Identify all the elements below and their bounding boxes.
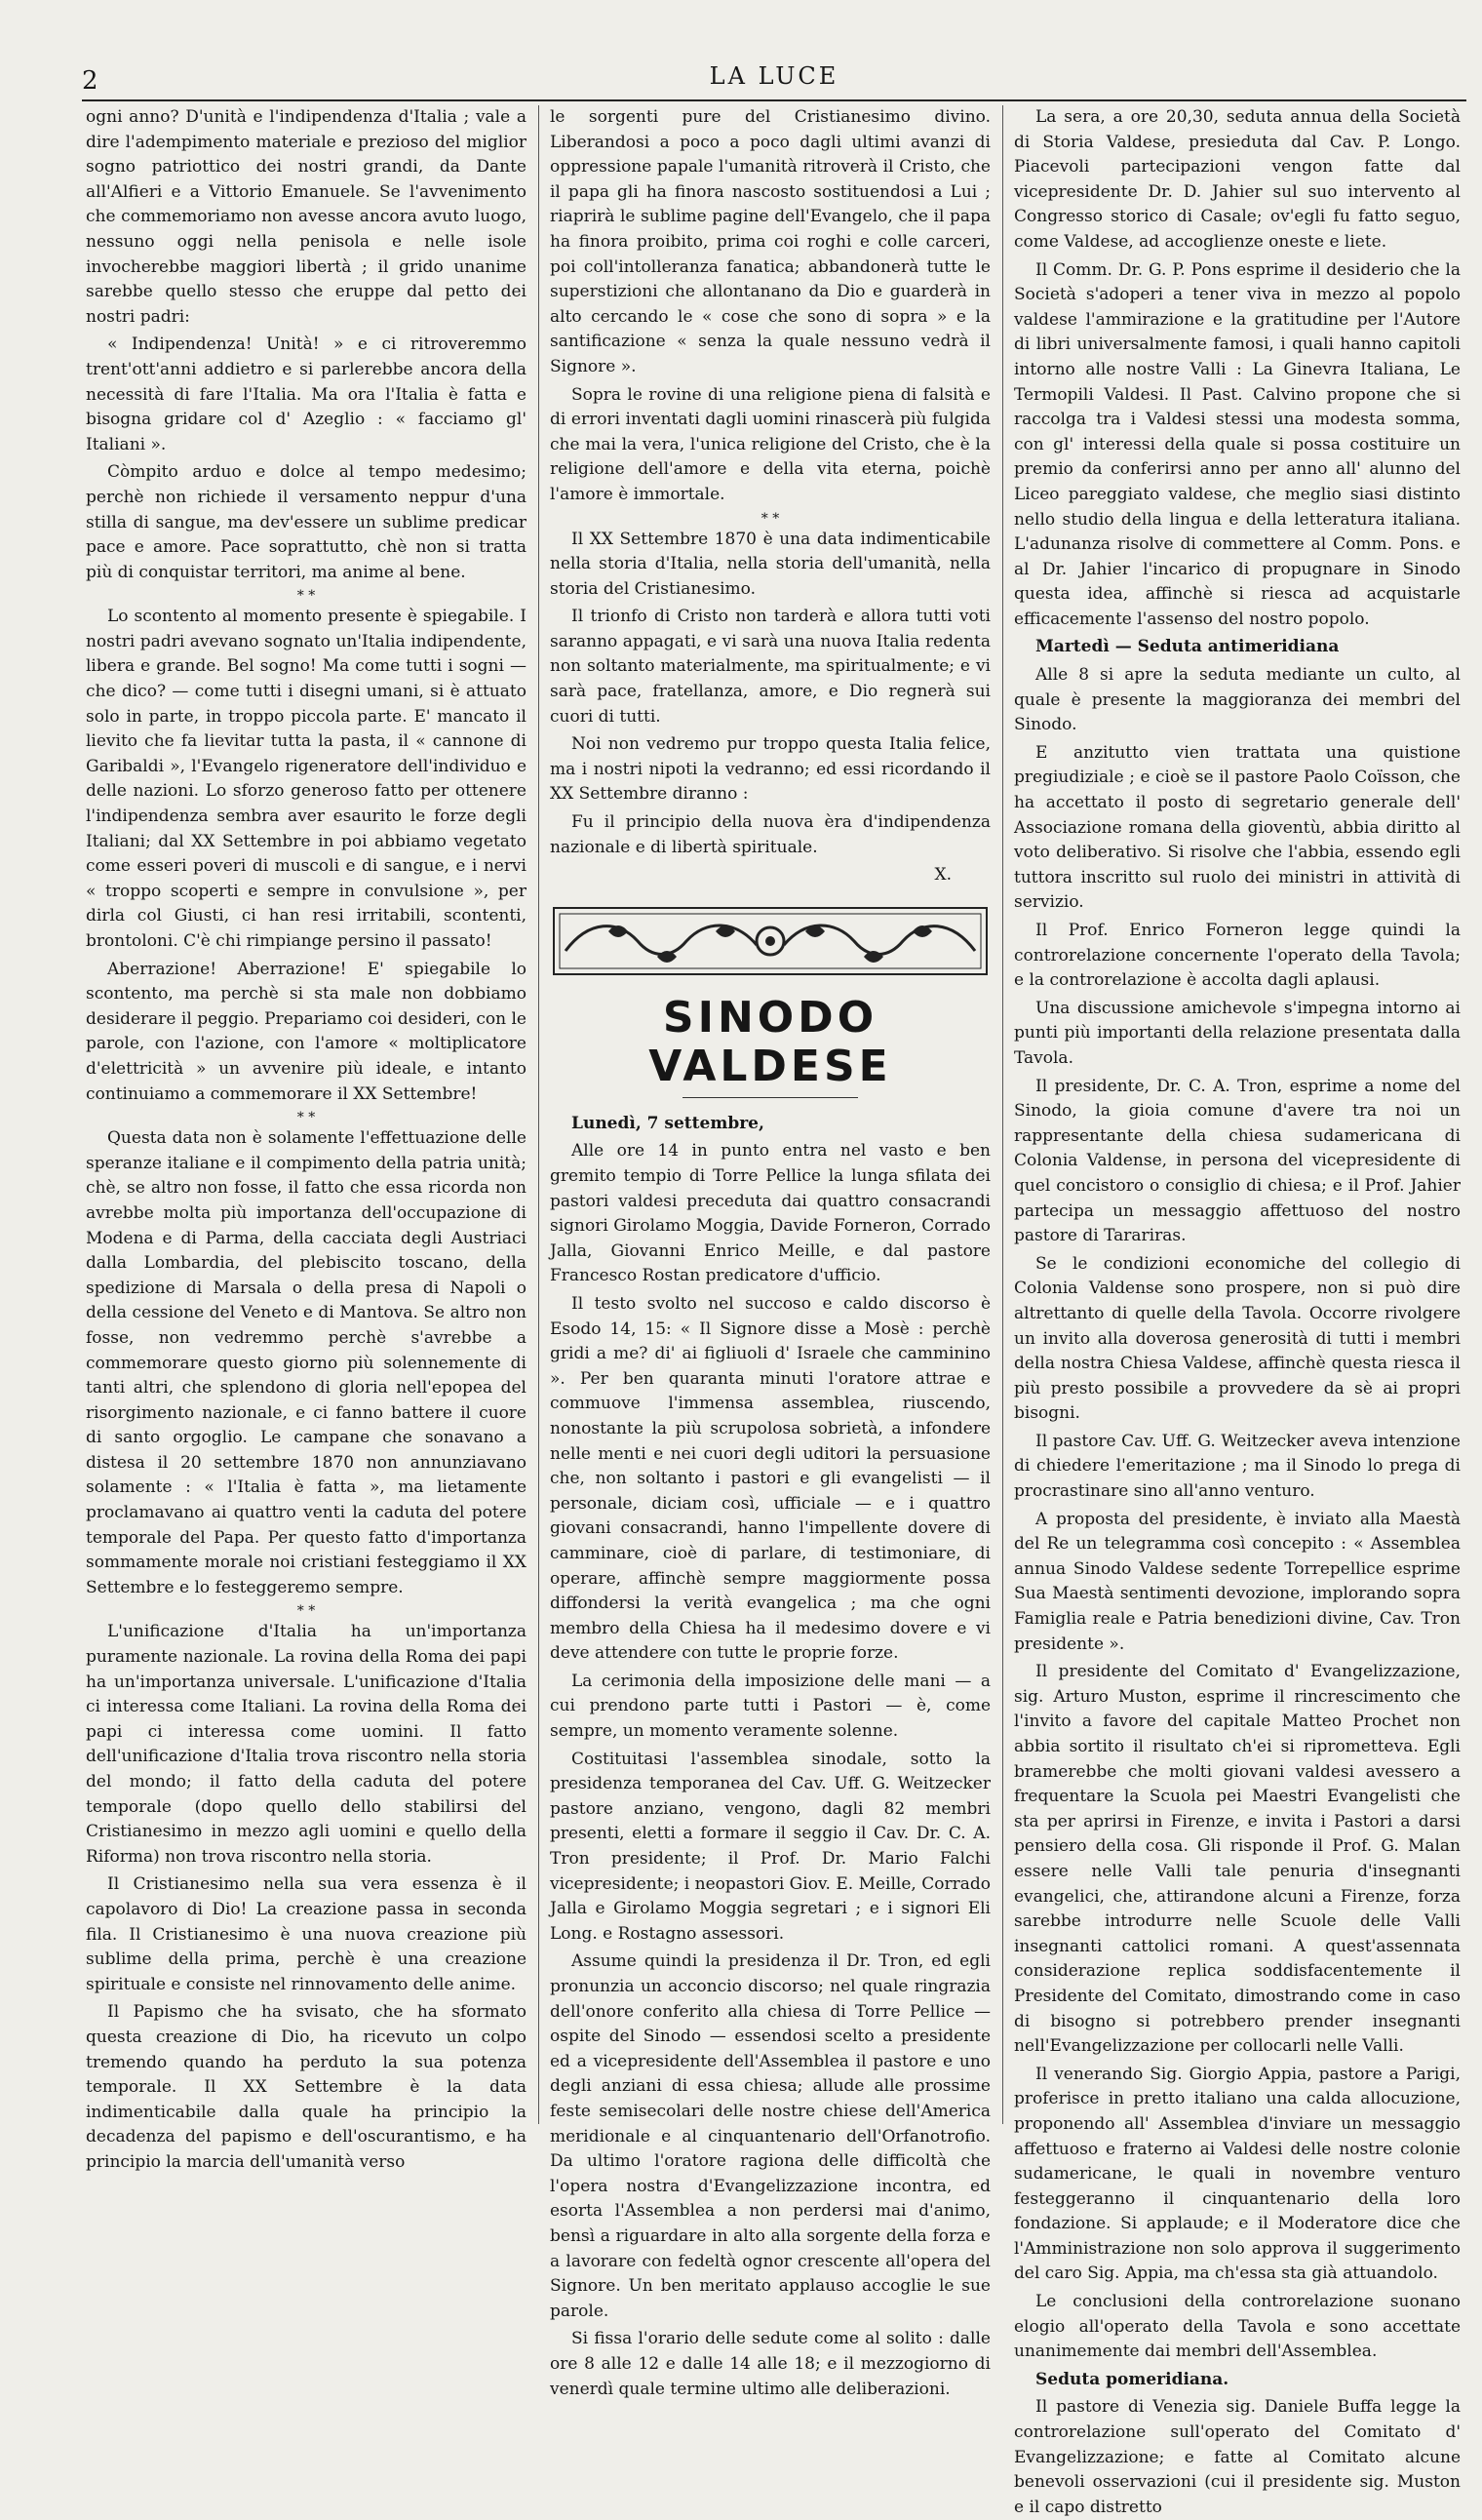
page-number: 2 (82, 66, 98, 96)
paragraph: Còmpito arduo e dolce al tempo medesimo; perchè non richiede il versamento neppur d'una stilla di sangue, ma dev'essere un sublime predicar pace e amore. Pace soprattutto, chè non si tratta più di conquistar territori, ma anime al bene. (86, 462, 526, 582)
paragraph: Il trionfo di Cristo non tarderà e allora tutti voti saranno appagati, e vi sarà una nuova Italia redenta non soltanto materialmente, ma spiritualmente; e vi sarà pace, fratellanza, amore, e Dio regnerà sui cuori di tutti. (550, 607, 991, 727)
paragraph: Noi non vedremo pur troppo questa Italia felice, ma i nostri nipoti la vedranno; ed essi ricordando il XX Settembre diranno : (550, 734, 991, 805)
paragraph: le sorgenti pure del Cristianesimo divino. Liberandosi a poco a poco dagli ultimi avanzi di oppressione papale l'umanità ritroverà il Cristo, che il papa gli ha finora nascosto sostituendosi a Lui ; riaprirà le sublime pagine dell'Evangelo, che il papa ha finora proibito, prima coi roghi e colle carceri, poi coll'intolleranza fanatica; abbandonerà tutte le superstizioni che allontanano da Dio e guarderà in alto cercando le « cose che sono di sopra » e la santificazione « senza la quale nessuno vedrà il Signore ». (550, 107, 991, 376)
section-asterisks: * * (296, 588, 316, 605)
paragraph: Se le condizioni economiche del collegio di Colonia Valdense sono prospere, non si può dire altrettanto di quelle della Tavola. Occorre rivolgere un invito alla doverosa generosità di tutti i membri della nostra Chiesa Valdese, affinchè questa riesca il più presto possibile a provvedere da sè ai propri bisogni. (1014, 1253, 1461, 1424)
paragraph: Si fissa l'orario delle sedute come al solito : dalle ore 8 alle 12 e dalle 14 alle 18; e il mezzogiorno di venerdì quale termine ultimo alle deliberazioni. (550, 2329, 991, 2399)
paragraph: Il pastore di Venezia sig. Daniele Buffa legge la controrelazione sull'operato del Comitato d' Evangelizzazione; e fatte al Comitato alcune benevoli osservazioni (cui il presidente sig. Muston e il capo distretto (1014, 2397, 1461, 2517)
paragraph: Costituitasi l'assemblea sinodale, sotto la presidenza temporanea del Cav. Uff. G. Weitzecker pastore anziano, vengono, dagli 82 membri presenti, eletti a formare il seggio il Cav. Dr. C. A. Tron presidente; il Prof. Dr. Mario Falchi vicepresidente; i neopastori Giov. E. Meille, Corrado Jalla e Girolamo Moggia segretari ; e i signori Eli Long. e Rostagno assessori. (550, 1749, 991, 1944)
paragraph: Fu il principio della nuova èra d'indipendenza nazionale e di libertà spirituale. (550, 812, 991, 857)
paragraph: Aberrazione! Aberrazione! E' spiegabile lo scontento, ma perchè si sta male non dobbiamo desiderare il peggio. Prepariamo coi desideri, con le parole, con l'azione, con l'amore « moltiplicatore d'elettricità » un avvenire più ideale, e intanto continuiamo a commemorare il XX Settembre! (86, 959, 526, 1104)
paragraph: La cerimonia della imposizione delle mani — a cui prendono parte tutti i Pastori — è, come sempre, un momento veramente solenne. (550, 1671, 991, 1742)
paragraph: Assume quindi la presidenza il Dr. Tron, ed egli pronunzia un acconcio discorso; nel quale ringrazia dell'onore conferito alla chiesa di Torre Pellice — ospite del Sinodo — essendosi scelto a presidente ed a vicepresidente dell'Assemblea il pastore e uno degli anziani di essa chiesa; allude alle prossime feste semisecolari delle nostre chiese dell'America meridionale e al cinquantenario dell'Orfanotrofio. Da ultimo l'oratore ragiona delle difficoltà che l'opera nostra d'Evangelizzazione incontra, ed esorta l'Assemblea a non perdersi mai d'animo, bensì a riguardare in alto alla sorgente della forza e a lavorare con fedeltà ognor crescente all'opera del Signore. Un ben meritato applauso accoglie le sue parole. (550, 1951, 991, 2321)
paragraph: Alle 8 si apre la seduta mediante un culto, al quale è presente la maggioranza dei membri del Sinodo. (1014, 665, 1461, 735)
paragraph: Sopra le rovine di una religione piena di falsità e di errori inventati dagli uomini rinascerà più fulgida che mai la vera, l'unica religione del Cristo, che è la religione dell'amore e della vita eterna, poichè l'amore è immortale. (550, 384, 991, 504)
paragraph: A proposta del presidente, è inviato alla Maestà del Re un telegramma così concepito : « Assemblea annua Sinodo Valdese sedente Torrepellice esprime Sua Maestà sentimenti devozione, implorando sopra Famiglia reale e Patria benedizioni divine, Cav. Tron presidente ». (1014, 1509, 1461, 1654)
paragraph: ogni anno? D'unità e l'indipendenza d'Italia ; vale a dire l'adempimento materiale e prezioso del miglior sogno patriottico dei nostri grandi, da Dante all'Alfieri e a Vittorio Emanuele. Se l'avvenimento che commemoriamo non avesse ancora avuto luogo, nessuno oggi nella penisola e nelle isole invocherebbe maggiori libertà ; il grido unanime sarebbe quello stesso che eruppe dal petto dei nostri padri: (86, 107, 526, 327)
page-header (82, 62, 1466, 98)
paragraph: E anzitutto vien trattata una quistione pregiudiziale ; e cioè se il pastore Paolo Coïsson, che ha accettato il posto di segretario generale dell' Associazione romana della gioventù, abbia diritto al voto deliberativo. Si risolve che l'abbia, essendo egli tuttora inscritto sul ruolo dei ministri in attività di servizio. (1014, 742, 1461, 913)
column-2 (550, 105, 991, 2399)
column-divider (1002, 105, 1003, 2124)
section-asterisks: * * (760, 510, 780, 527)
paragraph: La sera, a ore 20,30, seduta annua della Società di Storia Valdese, presieduta dal Cav. P. Longo. Piacevoli partecipazioni vengon fatte dal vicepresidente Dr. D. Jahier sul suo intervento al Congresso storico di Casale; ov'egli fu fatto seguo, come Valdese, ad accoglienze oneste e liete. (1014, 107, 1461, 252)
column-3 (1014, 105, 1461, 2517)
signature: X. (934, 865, 952, 886)
paragraph: « Indipendenza! Unità! » e ci ritroveremmo trent'ott'anni addietro e si parlerebbe ancora della necessità di fare l'Italia. Ma ora l'Italia è fatta e bisogna gridare col d' Azeglio : « facciamo gl' Italiani ». (86, 335, 526, 454)
paragraph: Il XX Settembre 1870 è una data indimenticabile nella storia d'Italia, nella storia dell'umanità, nella storia del Cristianesimo. (550, 529, 991, 599)
paragraph: L'unificazione d'Italia ha un'importanza puramente nazionale. La rovina della Roma dei papi ha un'importanza universale. L'unificazione d'Italia ci interessa come Italiani. La rovina della Roma dei papi ci interessa come uomini. Il fatto dell'unificazione d'Italia trova riscontro nella storia del mondo; il fatto della caduta del potere temporale (dopo quello dello stabilirsi del Cristianesimo in mezzo agli uomini e quello della Riforma) non trova riscontro nella storia. (86, 1622, 526, 1867)
paragraph: Il testo svolto nel succoso e caldo discorso è Esodo 14, 15: « Il Signore disse a Mosè : perchè gridi a me? di' ai figliuoli d' Israele che camminino ». Per ben quaranta minuti l'oratore attrae e commuove l'immensa assemblea, riuscendo, nonostante la più scrupolosa sobrietà, a infondere nelle menti e nei cuori degli uditori la persuasione che, non soltanto i pastori e gli evangelisti — il personale, diciam così, ufficiale — e i quattro giovani consacrandi, hanno l'impellente dovere di camminare, cioè di parlare, di testimoniare, di operare, affinchè sempre maggiormente possa diffondersi la verità evangelica ; ma che ogni membro della Chiesa ha il medesimo dovere e vi deve attendere con tutte le proprie forze. (550, 1293, 991, 1664)
paragraph: Alle ore 14 in punto entra nel vasto e ben gremito tempio di Torre Pellice la lunga sfilata dei pastori valdesi preceduta dai quattro consacrandi signori Girolamo Moggia, Davide Forneron, Corrado Jalla, Giovanni Enrico Meille, e dal pastore Francesco Rostan predicatore d'ufficio. (550, 1141, 991, 1286)
paragraph: Lo scontento al momento presente è spiegabile. I nostri padri avevano sognato un'Italia indipendente, libera e grande. Bel sogno! Ma come tutti i sogni — che dico? — come tutti i disegni umani, si è attuato solo in parte, in troppo piccola parte. E' mancato il lievito che fa lievitar tutta la pasta, il « cannone di Garibaldi », l'Evangelo rigeneratore dell'individuo e delle nazioni. Lo sforzo generoso fatto per ottenere l'indipendenza sembra aver esaurito le forze degli Italiani; dal XX Settembre in poi abbiamo vegetato come esseri poveri di muscoli e di sangue, e i nervi « troppo scoperti e sempre in convulsione », per dirla col Giusti, ci han resi irritabili, scontenti, brontoloni. C'è chi rimpiange persino il passato! (86, 607, 526, 951)
paragraph: Una discussione amichevole s'impegna intorno ai punti più importanti della relazione presentata dalla Tavola. (1014, 998, 1461, 1068)
section-asterisks: * * (296, 1110, 316, 1126)
paragraph: Il venerando Sig. Giorgio Appia, pastore a Parigi, proferisce in pretto italiano una calda allocuzione, proponendo all' Assemblea d'inviare un messaggio affettuoso e fraterno ai Valdesi delle nostre colonie sudamericane, le quali in novembre venturo festeggeranno il cinquantenario della loro fondazione. Si applaude; e il Moderatore dice che l'Amministrazione non solo approva il suggerimento del caro Sig. Appia, ma ch'essa sta già attuandolo. (1014, 2064, 1461, 2284)
paragraph: Il Cristianesimo nella sua vera essenza è il capolavoro di Dio! La creazione passa in seconda fila. Il Cristianesimo è una nuova creazione più sublime della prima, perchè è una creazione spirituale e consiste nel rinnovamento delle anime. (86, 1874, 526, 1994)
masthead: LA LUCE (709, 62, 839, 90)
section-title: SINODO VALDESE (648, 992, 892, 1091)
day-heading: Lunedì, 7 settembre, (571, 1113, 764, 1133)
header-rule (82, 99, 1466, 101)
session-heading: Martedì — Seduta antimeridiana (1035, 637, 1340, 657)
paragraph: Il Papismo che ha svisato, che ha sformato questa creazione di Dio, ha ricevuto un colpo tremendo quando ha perduto la sua potenza temporale. Il XX Settembre è la data indimenticabile dalla quale ha principio la decadenza del papismo e dell'oscurantismo, e ha principio la marcia dell'umanità verso (86, 2002, 526, 2172)
paragraph: Le conclusioni della controrelazione suonano elogio all'operato della Tavola e sono accettate unanimemente dai membri dell'Assemblea. (1014, 2292, 1461, 2362)
paragraph: Il presidente, Dr. C. A. Tron, esprime a nome del Sinodo, la gioia comune d'avere tra noi un rappresentante della chiesa sudamericana di Colonia Valdense, in persona del vicepresidente di quel concistoro o consiglio di chiesa; e il Prof. Jahier partecipa un messaggio affettuoso del nostro pastore di Tarariras. (1014, 1076, 1461, 1246)
paragraph: Il pastore Cav. Uff. G. Weitzecker aveva intenzione di chiedere l'emeritazione ; ma il Sinodo lo prega di procrastinare sino all'anno venturo. (1014, 1431, 1461, 1502)
section-asterisks: * * (296, 1603, 316, 1620)
paragraph: Questa data non è solamente l'effettuazione delle speranze italiane e il compimento della patria unità; chè, se altro non fosse, il fatto che essa ricorda non avrebbe molta più importanza dell'occupazione di Modena e di Parma, della cacciata degli Austriaci dalla Lombardia, del plebiscito toscano, della spedizione di Marsala o della presa di Napoli o della cessione del Veneto e di Mantova. Se altro non fosse, non vedremmo perchè s'avrebbe a commemorare questo giorno più solennemente di tanti altri, che splendono di gloria nell'epopea del risorgimento nazionale, e ci fanno battere il cuore di santo orgoglio. Le campane che sonavano a distesa il 20 settembre 1870 non annunziavano solamente : « l'Italia è fatta », ma lietamente proclamavano ai quattro venti la caduta del potere temporale del Papa. Per questo fatto d'importanza sommamente morale noi cristiani festeggiamo il XX Settembre e lo festeggeremo sempre. (86, 1128, 526, 1597)
title-rule (682, 1097, 858, 1098)
session-heading: Seduta pomeridiana. (1035, 2369, 1229, 2389)
column-1 (86, 105, 526, 2172)
decorative-ornament-banner (550, 902, 991, 980)
column-divider (538, 105, 539, 2124)
paragraph: Il Prof. Enrico Forneron legge quindi la controrelazione concernente l'operato della Tavola; e la controrelazione è accolta dagli aplausi. (1014, 921, 1461, 991)
paragraph: Il presidente del Comitato d' Evangelizzazione, sig. Arturo Muston, esprime il rincrescimento che l'invito a favore del capitale Matteo Prochet non abbia sortito il risultato ch'ei si riprometteva. Egli bramerebbe che molti giovani valdesi avessero a frequentare la Scuola pei Maestri Evangelisti che sta per aprirsi in Firenze, e invita i Pastori a darsi pensiero della cosa. Gli risponde il Prof. G. Malan essere nelle Valli tale penuria d'insegnanti evangelici, che, attirandone alcuni a Firenze, forza sarebbe introdurre nelle Scuole delle Valli insegnanti cattolici romani. A quest'assennata considerazione replica soddisfacentemente il Presidente del Comitato, dimostrando come in caso di bisogno si potrebbero prender insegnanti nell'Evangelizzazione per collocarli nelle Valli. (1014, 1662, 1461, 2057)
paragraph: Il Comm. Dr. G. P. Pons esprime il desiderio che la Società s'adoperi a tener viva in mezzo al popolo valdese l'ammirazione e la gratitudine per l'Autore di libri universalmente famosi, i quali hanno capitoli intorno alle nostre Valli : La Ginevra Italiana, Le Termopili Valdesi. Il Past. Calvino propone che si raccolga tra i Valdesi stessi una modesta somma, con gl' interessi della quale si possa costituire un premio da conferirsi anno per anno all' alunno del Liceo pareggiato valdese, che meglio siasi distinto nello studio della lingua e della letteratura italiana. L'adunanza risolve di commettere al Comm. Pons. e al Dr. Jahier l'incarico di propugnare in Sinodo questa idea, affinchè si riesca ad acquistarle efficacemente l'assenso del nostro popolo. (1014, 259, 1461, 629)
